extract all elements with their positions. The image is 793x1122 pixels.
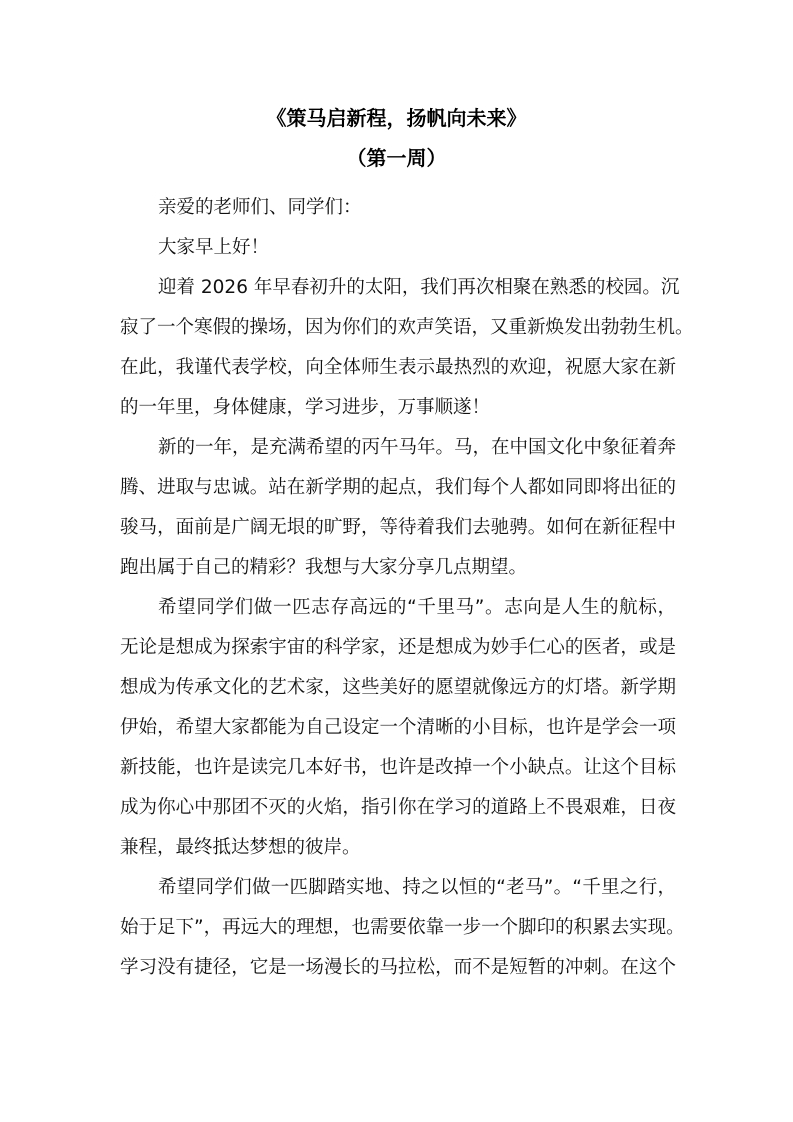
paragraph-line: 学习没有捷径，它是一场漫长的马拉松，而不是短暂的冲刺。在这个 — [120, 957, 676, 978]
paragraph — [120, 428, 676, 588]
paragraph-line: 想成为传承文化的艺术家，这些美好的愿望就像远方的灯塔。新学期 — [120, 677, 676, 698]
paragraph-line: 在此，我谨代表学校，向全体师生表示最热烈的欢迎，祝愿大家在新 — [120, 357, 676, 378]
paragraph-line: 新技能，也许是读完几本好书，也许是改掉一个小缺点。让这个目标 — [120, 757, 676, 778]
greeting: 大家早上好！ — [158, 237, 270, 258]
paragraph-line: 伊始，希望大家都能为自己设定一个清晰的小目标，也许是学会一项 — [120, 717, 676, 738]
paragraph-line: 无论是想成为探索宇宙的科学家，还是想成为妙手仁心的医者，或是 — [120, 637, 676, 658]
speech-body — [120, 188, 694, 988]
paragraph — [120, 868, 685, 988]
document-title: 《策马启新程，扬帆向未来》 — [266, 106, 527, 130]
paragraph-line: 跑出属于自己的精彩？我想与大家分享几点期望。 — [120, 557, 528, 578]
paragraph-line: 骏马，面前是广阔无垠的旷野，等待着我们去驰骋。如何在新征程中 — [120, 517, 676, 538]
paragraph — [120, 268, 694, 428]
paragraph-line: 迎着 2026 年早春初升的太阳，我们再次相聚在熟悉的校园。沉 — [158, 277, 680, 298]
paragraph-line: 寂了一个寒假的操场，因为你们的欢声笑语，又重新焕发出勃勃生机。 — [120, 317, 694, 338]
paragraph-line: 成为你心中那团不灭的火焰，指引你在学习的道路上不畏艰难，日夜 — [120, 797, 676, 818]
document-subtitle: （第一周） — [346, 146, 447, 170]
paragraph-line: 的一年里，身体健康，学习进步，万事顺遂！ — [120, 397, 491, 418]
paragraph — [120, 588, 676, 868]
paragraph-line: 始于足下”，再远大的理想，也需要依靠一步一个脚印的积累去实现。 — [120, 917, 685, 938]
paragraph-line: 兼程，最终抵达梦想的彼岸。 — [120, 837, 361, 858]
paragraph-line: 希望同学们做一匹脚踏实地、持之以恒的“老马”。“千里之行， — [158, 877, 676, 898]
paragraph-line: 腾、进取与忠诚。站在新学期的起点，我们每个人都如同即将出征的 — [120, 477, 676, 498]
paragraph-line: 新的一年，是充满希望的丙午马年。马，在中国文化中象征着奔 — [158, 437, 677, 458]
salutation: 亲爱的老师们、同学们： — [158, 197, 362, 218]
paragraph-line: 希望同学们做一匹志存高远的“千里马”。志向是人生的航标， — [158, 597, 676, 618]
